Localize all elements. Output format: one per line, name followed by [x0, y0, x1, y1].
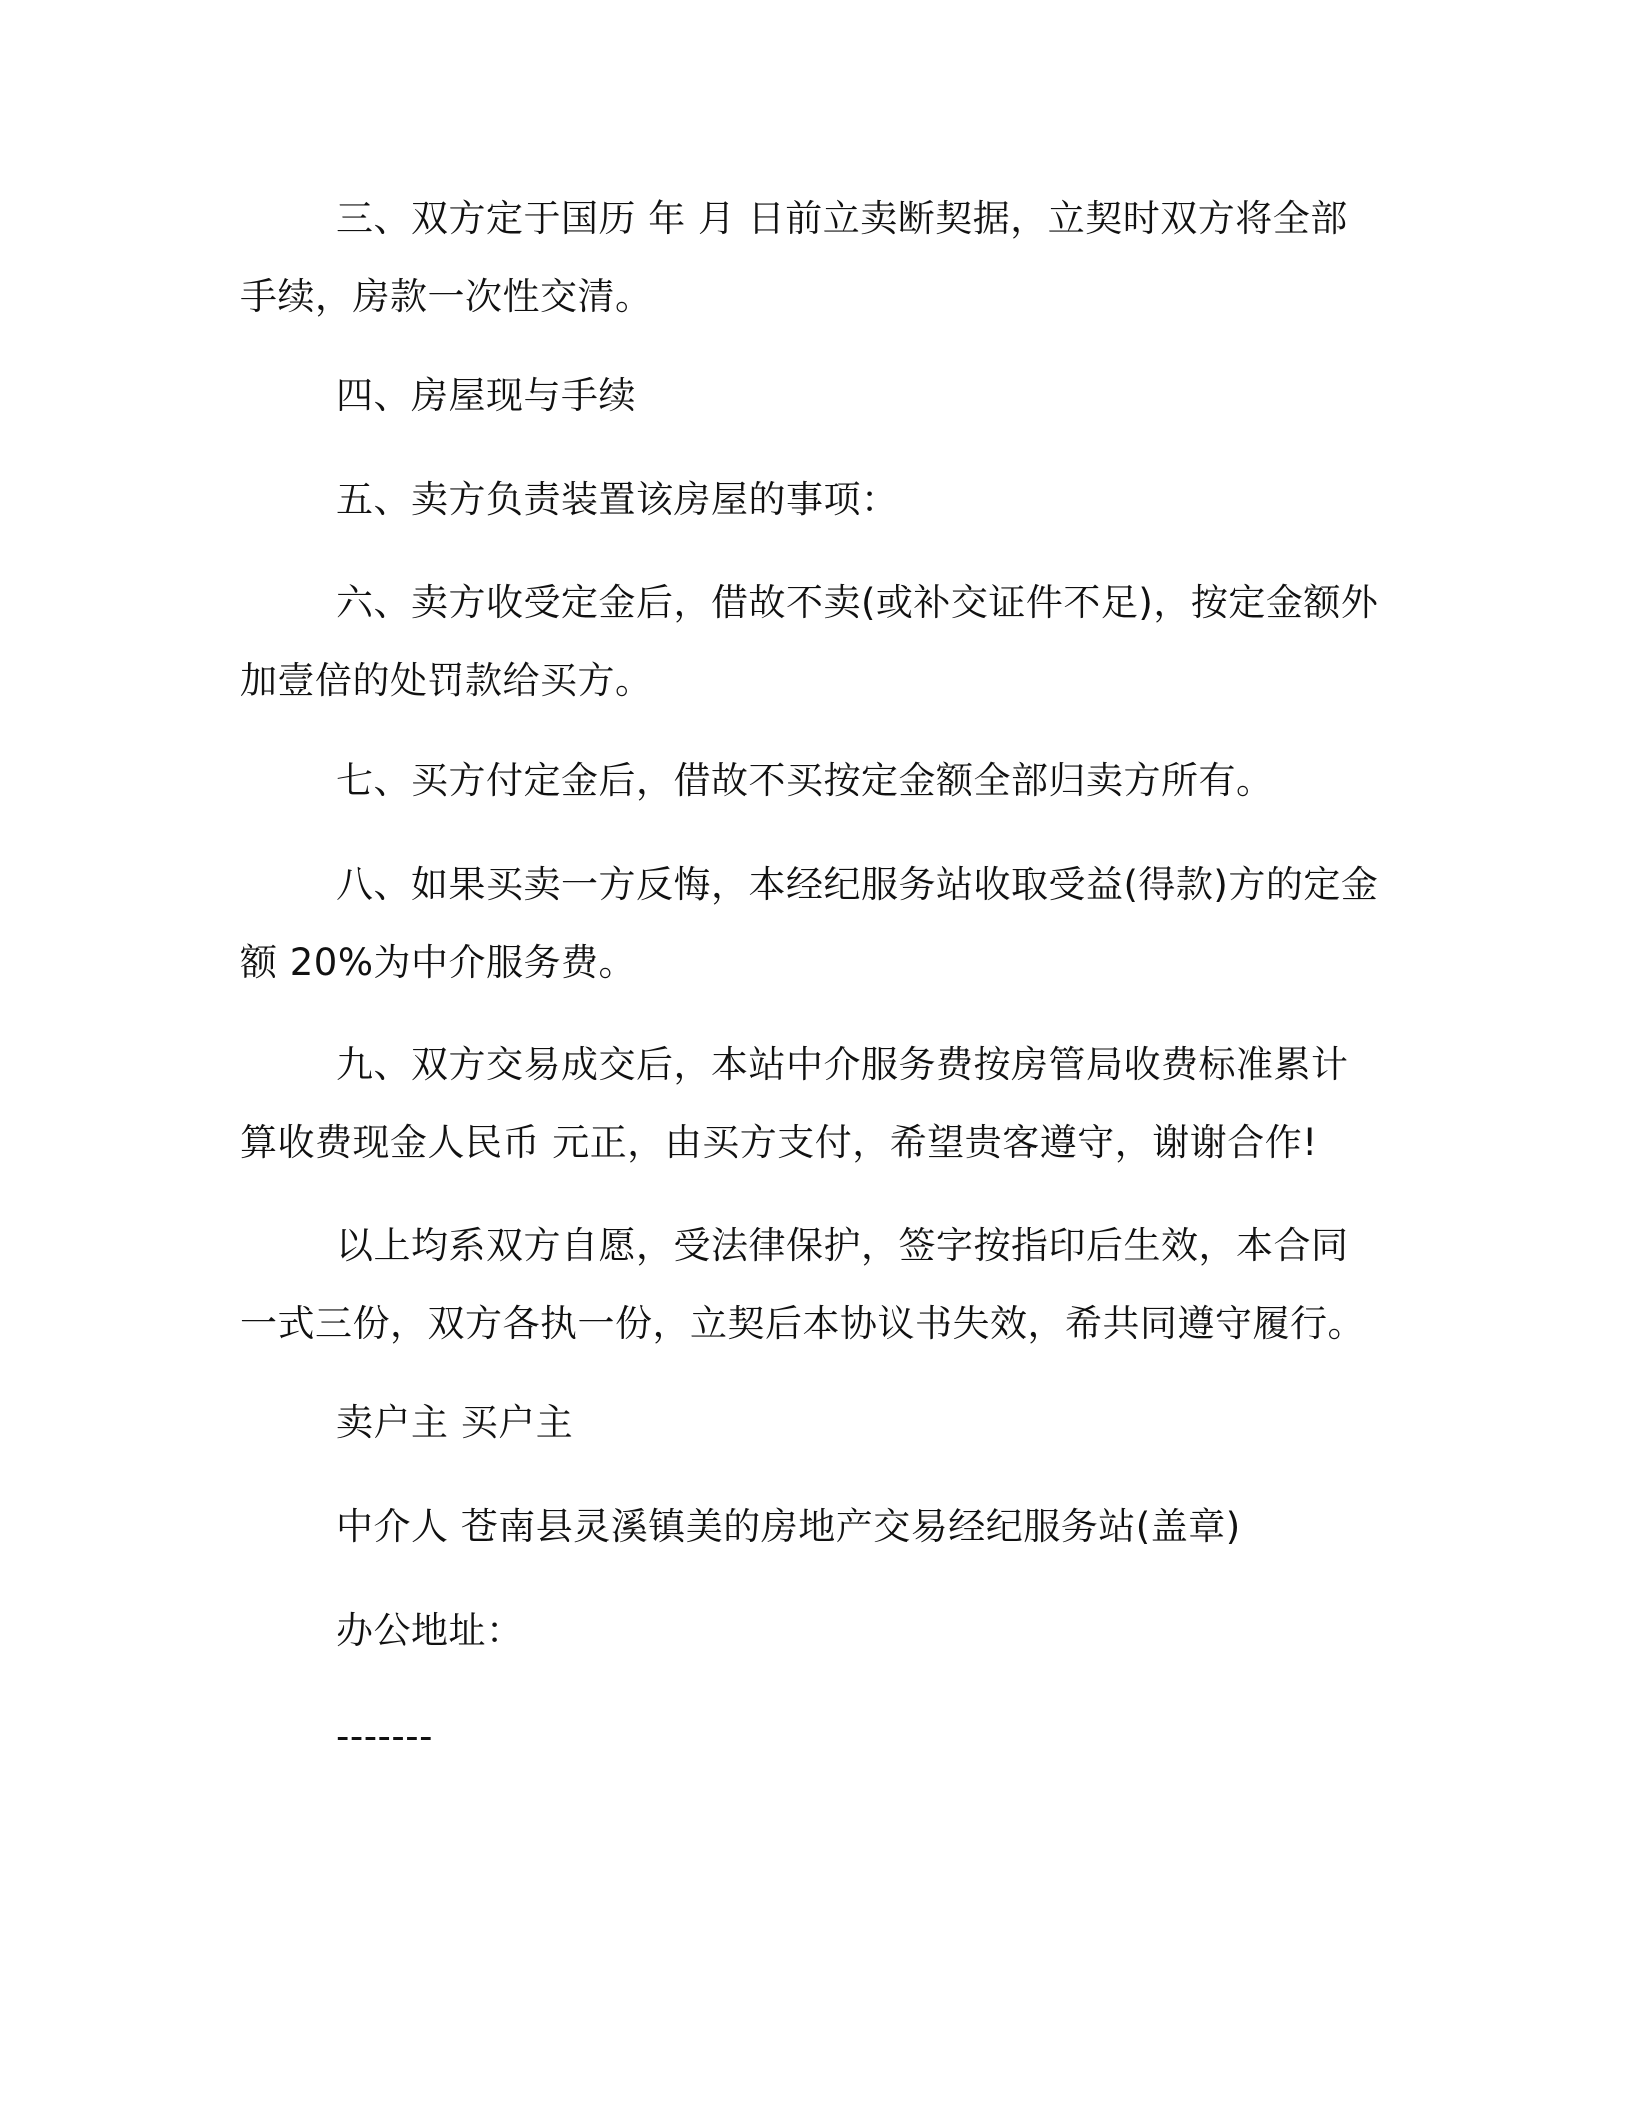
clause-five: 五、卖方负责装置该房屋的事项： [336, 478, 899, 521]
closing-statement: 以上均系双方自愿，受法律保护，签字按指印后生效，本合同一式三份，双方各执一份，立契后本协议书失效，希共同遵守履行。 [240, 1224, 1365, 1345]
clause-six: 六、卖方收受定金后，借故不卖(或补交证件不足)，按定金额外加壹倍的处罚款给买方。 [240, 581, 1379, 702]
office-address-label: 办公地址： [336, 1609, 524, 1652]
clause-nine: 九、双方交易成交后，本站中介服务费按房管局收费标准累计算收费现金人民币 元正，由买方支付，希望贵客遵守，谢谢合作! [240, 1043, 1349, 1164]
clause-three: 三、双方定于国历 年 月 日前立卖断契据，立契时双方将全部手续，房款一次性交清。 [240, 197, 1348, 318]
clause-seven: 七、买方付定金后，借故不买按定金额全部归卖方所有。 [336, 759, 1274, 802]
clause-four: 四、房屋现与手续 [336, 374, 636, 417]
clause-eight: 八、如果买卖一方反悔，本经纪服务站收取受益(得款)方的定金额 20%为中介服务费。 [240, 863, 1379, 984]
separator-line: ------- [336, 1715, 433, 1758]
signature-parties: 卖户主 买户主 [336, 1401, 574, 1444]
signature-agent: 中介人 苍南县灵溪镇美的房地产交易经纪服务站(盖章) [336, 1505, 1241, 1548]
